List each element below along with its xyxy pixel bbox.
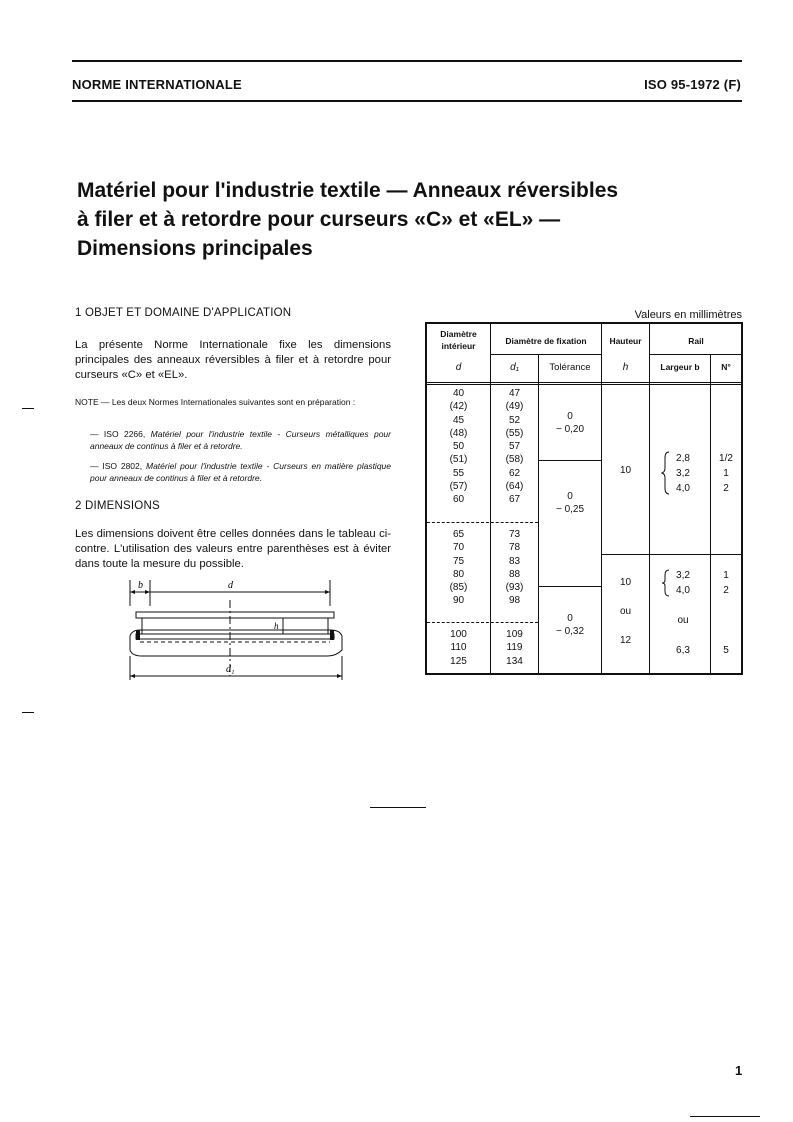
note-intro: NOTE — Les deux Normes Internationales suivantes sont en préparation : [75,397,356,407]
header-d: d [455,362,462,373]
footer-mark [690,1116,760,1117]
figure-label-d1: d₁ [226,664,235,675]
header-rail: Rail [688,336,704,346]
figure-label-b: b [138,580,143,591]
figure-label-d: d [228,580,233,591]
brace-2 [661,568,671,598]
header-tolerance: Tolérance [549,362,591,373]
tolerance-3: 0 − 0,32 [555,613,585,638]
no-2: 1 2 5 [723,570,729,656]
note-item-1-ref: — ISO 2266, [90,429,146,439]
note-item-2 [90,460,391,484]
col-d-group3: 100 110 125 [450,629,467,667]
header-left: NORME INTERNATIONALE [72,77,242,92]
hauteur-2: 10 ou 12 [619,577,632,646]
header-diam-int: Diamètre intérieur [440,329,477,351]
header-diam-fix: Diamètre de fixation [505,336,587,346]
brace-1 [661,450,671,496]
section2-heading: 2 DIMENSIONS [75,500,160,512]
header-right: ISO 95-1972 (F) [644,77,741,92]
header-hauteur: Hauteur [609,336,642,346]
section1-paragraph: La présente Norme Internationale fixe les dimensions principales des anneaux réversibles à filer et à retordre pour curseurs «C» et «EL». [75,339,391,381]
note-item-2-ref: — ISO 2802, [90,461,143,471]
header-no: N° [721,362,731,372]
header-largeur: Largeur b [660,362,700,372]
header-bottom-rule [72,100,742,102]
header-h: h [622,362,629,373]
section1-heading: 1 OBJET ET DOMAINE D'APPLICATION [75,307,292,319]
figure-label-h: h [274,621,279,631]
table-units: Valeurs en millimètres [634,309,742,321]
dimensions-table [425,322,743,675]
ring-cross-section-figure [118,576,358,684]
col-d-group2: 65 70 75 80 (85) 90 [449,529,468,607]
hauteur-1: 10 [619,465,632,476]
no-1: 1/2 1 2 [719,453,733,494]
title-line-2: à filer et à retordre pour curseurs «C» et «EL» — [77,208,561,231]
col-d-group1: 40 (42) 45 (48) 50 (51) 55 (57) 60 [449,388,468,506]
col-d1-group1: 47 (49) 52 (55) 57 (58) 62 (64) 67 [505,388,524,506]
margin-mark-2 [22,712,34,713]
margin-mark-1 [22,408,34,409]
title-line-1: Matériel pour l'industrie textile — Anneaux réversibles [77,179,619,202]
tolerance-2: 0 − 0,25 [555,491,585,516]
col-d1-group3: 109 119 134 [506,629,523,667]
end-rule [370,807,426,808]
note-item-2-title: Matériel pour l'industrie textile - Curseurs en matière plastique pour anneaux de continus à filer et à retordre. [90,461,391,483]
header-d1: d₁ [510,362,519,373]
largeur-1: 2,8 3,2 4,0 [676,453,690,494]
largeur-2: 3,2 4,0 ou 6,3 [676,570,690,656]
document-title [77,176,717,263]
title-line-3: Dimensions principales [77,237,313,260]
col-d1-group2: 73 78 83 88 (93) 98 [505,529,524,607]
page-number: 1 [735,1063,743,1078]
header-top-rule [72,60,742,62]
note-item-1-title: Matériel pour l'industrie textile - Curseurs métalliques pour anneaux de continus à filer et à retordre. [90,429,391,451]
tolerance-1: 0 − 0,20 [555,411,585,436]
note-item-1 [90,428,391,452]
section2-paragraph: Les dimensions doivent être celles données dans le tableau ci-contre. L'utilisation des valeurs entre parenthèses est à éviter dans toute la mesure du possible. [75,528,391,570]
